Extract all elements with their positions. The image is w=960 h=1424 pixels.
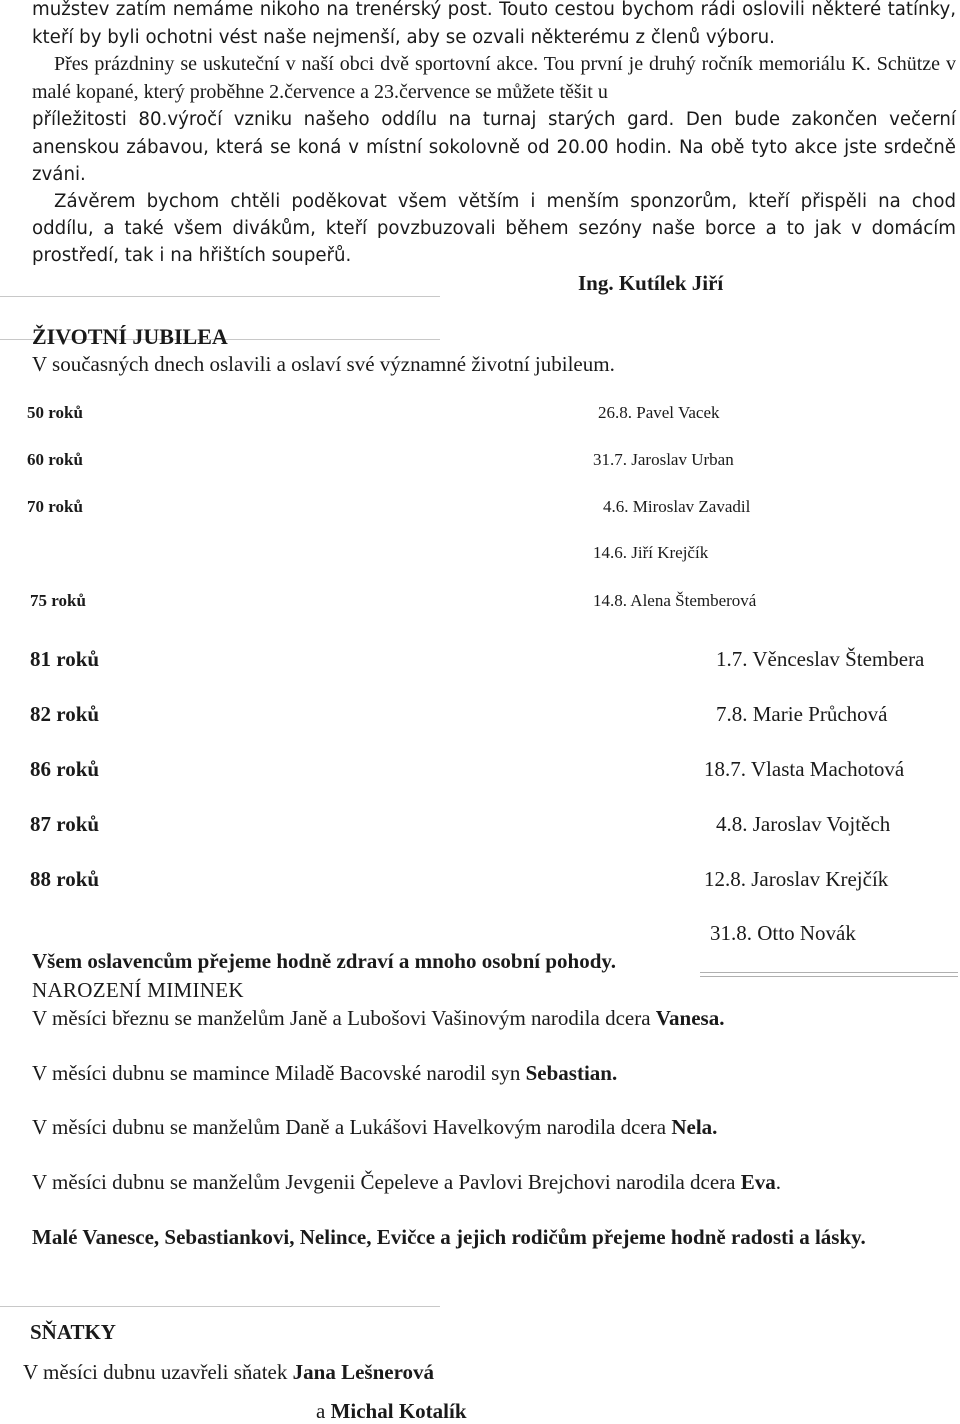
birth-text: V měsíci dubnu se manželům Daně a Lukášovi Havelkovým narodila dcera <box>32 1115 672 1139</box>
birth-name: Nela. <box>671 1115 718 1139</box>
jubilee-age: 86 roků <box>30 757 100 781</box>
birth-name: Eva <box>740 1170 776 1194</box>
jubilee-entry: 31.7. Jaroslav Urban <box>593 450 734 469</box>
birth-item <box>32 1115 717 1140</box>
jubilea-wish: Všem oslavencům přejeme hodně zdraví a mnoho osobní pohody. <box>32 949 616 973</box>
paragraph-thanks: Závěrem bychom chtěli poděkovat všem větším i menším sponzorům, kteří přispěli na chod oddílu, a také všem divákům, kteří povzbuzovali během sezóny naše borce a to jak v domácím prostředí, tak i na hřištích soupeřů. <box>32 191 956 266</box>
birth-text: V měsíci dubnu se manželům Jevgenii Čepeleve a Pavlovi Brejchovi narodila dcera <box>32 1170 741 1194</box>
jubilee-age: 50 roků <box>27 403 83 422</box>
wedding-bride: Jana Lešnerová <box>292 1360 435 1384</box>
wedding-line <box>23 1360 434 1385</box>
birth-item <box>32 1006 724 1031</box>
jubilee-age: 70 roků <box>27 497 83 516</box>
jubilee-entry: 26.8. Pavel Vacek <box>598 403 720 422</box>
birth-item <box>32 1170 781 1195</box>
jubilee-entry: 14.8. Alena Štemberová <box>593 591 757 610</box>
paragraph-events <box>32 51 956 106</box>
paragraph-events-part1: Přes prázdniny se uskuteční v naší obci dvě sportovní akce. Tou první je druhý ročník memoriálu K. Schütze v malé kopané, který proběhne 2.července a 23.července se můžete těšit u <box>32 53 956 103</box>
jubilee-entry: 1.7. Věnceslav Štembera <box>716 647 925 671</box>
birth-text: V měsíci dubnu se mamince Miladě Bacovské narodil syn <box>32 1061 526 1085</box>
jubilee-entry: 12.8. Jaroslav Krejčík <box>704 867 889 891</box>
jubilee-entry: 18.7. Vlasta Machotová <box>704 757 905 781</box>
births-wish: Malé Vanesce, Sebastiankovi, Nelince, Evičce a jejich rodičům přejeme hodně radosti a lásky. <box>32 1225 866 1249</box>
jubilee-age: 81 roků <box>30 647 100 671</box>
wedding-groom: Michal Kotalík <box>330 1399 467 1423</box>
wedding-line <box>316 1399 467 1424</box>
divider-weddings <box>0 1306 440 1307</box>
jubilee-age: 82 roků <box>30 702 100 726</box>
jubilee-age: 88 roků <box>30 867 100 891</box>
section-heading-weddings: SŇATKY <box>30 1320 116 1344</box>
birth-tail: . <box>775 1170 781 1194</box>
jubilee-entry: 7.8. Marie Průchová <box>716 702 888 726</box>
signature: Ing. Kutílek Jiří <box>578 271 724 295</box>
wedding-text: V měsíci dubnu uzavřeli sňatek <box>23 1360 293 1384</box>
paragraph-events-cont: příležitosti 80.výročí vzniku našeho oddílu na turnaj starých gard. Den bude zakončen večerní anenskou zábavou, která se koná v místní sokolovně od 20.00 hodin. Na obě tyto akce jste srdečně zváni. <box>32 109 956 185</box>
section-heading-births: NAROZENÍ MIMINEK <box>32 978 244 1002</box>
jubilee-entry: 4.8. Jaroslav Vojtěch <box>716 812 891 836</box>
jubilee-entry: 31.8. Otto Novák <box>710 921 856 945</box>
section-heading-jubilea: ŽIVOTNÍ JUBILEA <box>32 324 228 349</box>
jubilea-intro: V současných dnech oslavili a oslaví své významné životní jubileum. <box>32 352 615 376</box>
jubilee-age: 75 roků <box>30 591 86 610</box>
birth-name: Sebastian. <box>525 1061 618 1085</box>
section-divider <box>700 972 958 977</box>
paragraph-coaches: mužstev zatím nemáme nikoho na trenérský post. Touto cestou bychom rádi oslovili některé tatínky, kteří by byli ochotni vést naše nejmenší, aby se ozvali některému z členů výboru. <box>32 0 956 48</box>
jubilee-entry: 14.6. Jiří Krejčík <box>593 543 709 562</box>
birth-item <box>32 1061 617 1086</box>
birth-name: Vanesa. <box>655 1006 725 1030</box>
jubilee-age: 87 roků <box>30 812 100 836</box>
birth-text: V měsíci březnu se manželům Janě a Lubošovi Vašinovým narodila dcera <box>32 1006 656 1030</box>
divider-top <box>0 296 440 297</box>
jubilee-entry: 4.6. Miroslav Zavadil <box>603 497 751 516</box>
jubilee-age: 60 roků <box>27 450 83 469</box>
wedding-conj: a <box>316 1399 331 1423</box>
